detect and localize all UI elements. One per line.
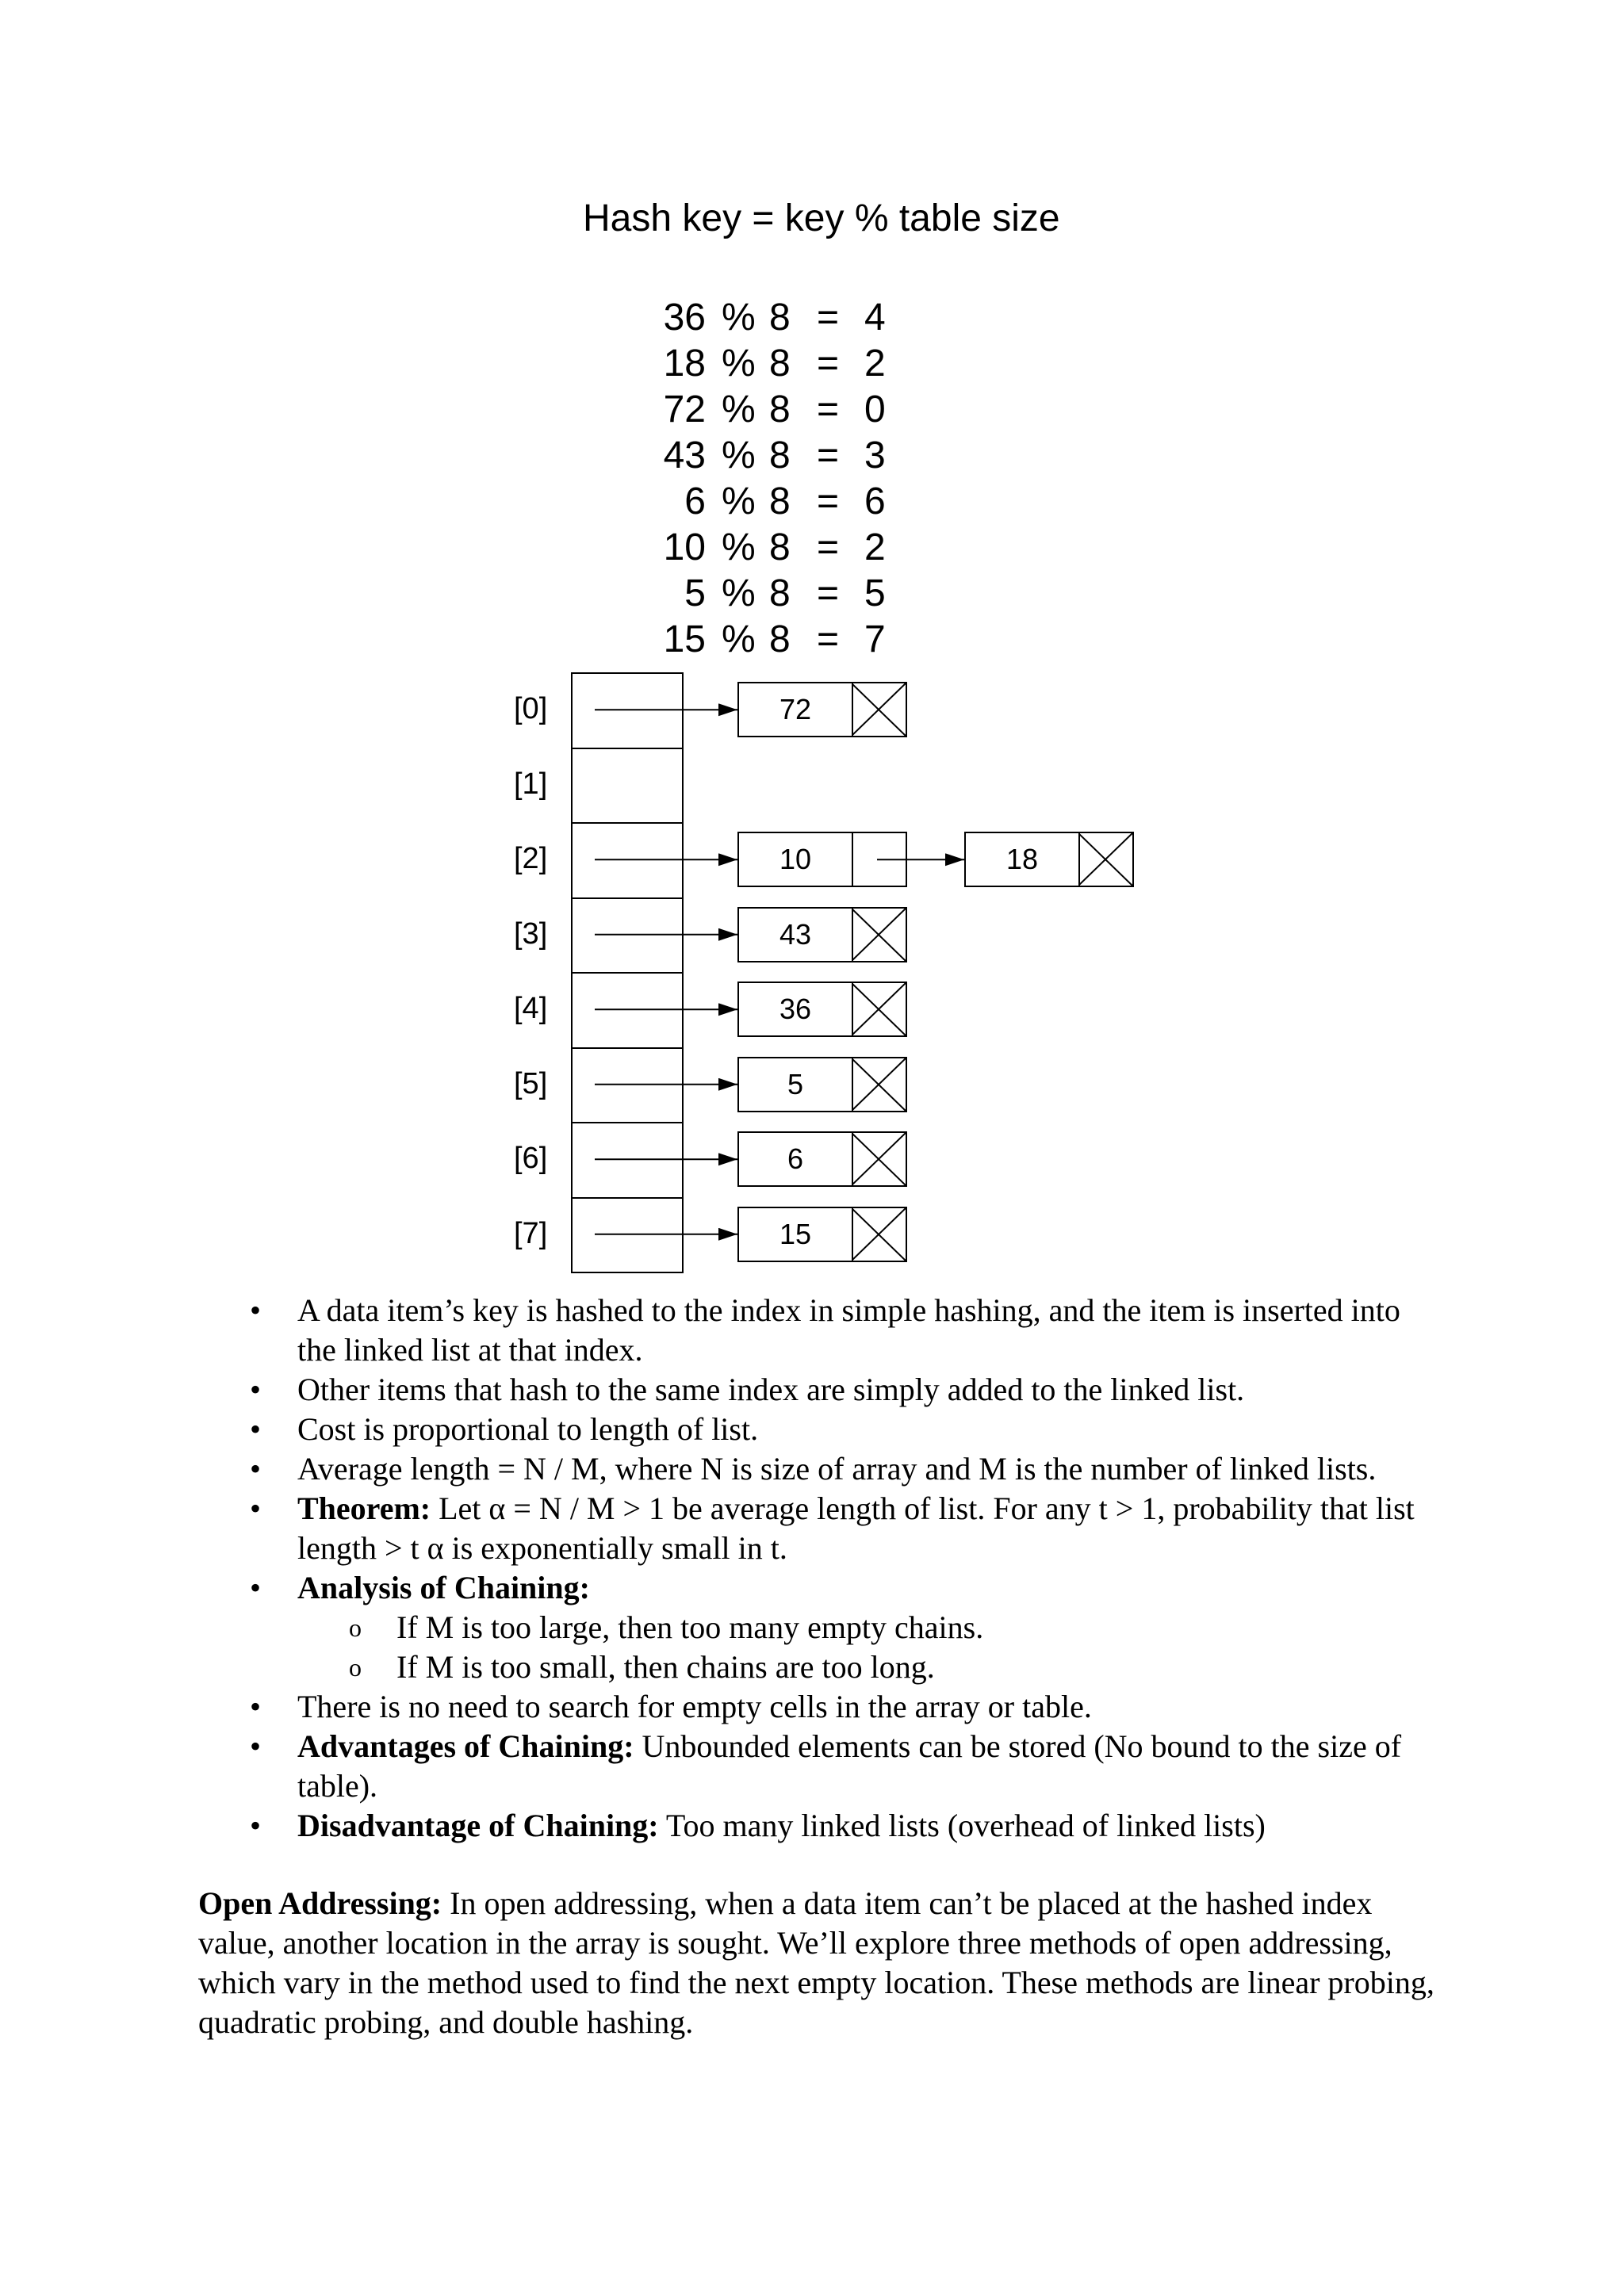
- open-addressing-text: In open addressing, when a data item can’t be placed at the hashed index value, another location in the array is sought. We’ll explore three methods of open addressing, which vary in the method used to find the next empty location. These methods are linear probing, quadratic probing, and double hashing.: [198, 1885, 1434, 2040]
- bullet-list: [198, 1291, 1435, 1846]
- calc-table-size: 8: [769, 480, 791, 522]
- calc-key: 6: [684, 480, 706, 522]
- bullet-bold-label: Advantages of Chaining:: [297, 1728, 634, 1764]
- calc-result: 7: [864, 618, 886, 660]
- node-value: 5: [739, 1058, 853, 1111]
- bullet-item: [198, 1489, 1435, 1568]
- calc-equals: =: [817, 526, 840, 568]
- slot-index-label: [2]: [514, 842, 548, 876]
- calc-equals: =: [817, 388, 840, 430]
- node-value: 10: [739, 833, 853, 886]
- bullet-text: Average length = N / M, where N is size of array and M is the number of linked lists.: [297, 1451, 1377, 1487]
- calc-equals: =: [817, 297, 840, 339]
- calc-equals: =: [817, 480, 840, 522]
- bullet-item: [198, 1291, 1435, 1370]
- calc-equals: =: [817, 618, 840, 660]
- bullet-bold-label: Disadvantage of Chaining:: [297, 1808, 659, 1843]
- sub-bullet-item: [297, 1647, 1435, 1687]
- calc-key: 10: [663, 526, 706, 568]
- calc-result: 2: [864, 526, 886, 568]
- calc-result: 2: [864, 342, 886, 385]
- bullet-text: There is no need to search for empty cells in the array or table.: [297, 1689, 1092, 1724]
- calc-equals: =: [817, 434, 840, 476]
- bullet-item: [198, 1370, 1435, 1410]
- node-value: 18: [966, 833, 1080, 886]
- calc-result: 3: [864, 434, 886, 476]
- bullet-text: Unbounded elements can be stored (No bound to the size of table).: [297, 1728, 1402, 1804]
- calc-table-size: 8: [769, 572, 791, 614]
- calc-operator: %: [722, 572, 756, 614]
- bullet-item: [198, 1410, 1435, 1449]
- calc-key: 15: [663, 618, 706, 660]
- figure-title: Hash key = key % table size: [583, 197, 1060, 239]
- node-value: 72: [739, 683, 853, 736]
- hash-chaining-figure: [476, 182, 1189, 1292]
- bullet-item: [198, 1449, 1435, 1489]
- bullet-text: Too many linked lists (overhead of linked lists): [658, 1808, 1266, 1843]
- calc-table-size: 8: [769, 342, 791, 385]
- calc-result: 6: [864, 480, 886, 522]
- pointer-arrows: [476, 182, 1189, 1292]
- sub-bullet-list: [297, 1608, 1435, 1687]
- sub-bullet-text: If M is too large, then too many empty chains.: [396, 1609, 984, 1645]
- chaining-notes: [198, 1291, 1435, 1846]
- calc-table-size: 8: [769, 434, 791, 476]
- calc-table-size: 8: [769, 388, 791, 430]
- sub-bullet-text: If M is too small, then chains are too long.: [396, 1649, 935, 1685]
- slot-index-label: [0]: [514, 692, 548, 726]
- calc-result: 5: [864, 572, 886, 614]
- calc-key: 43: [663, 434, 706, 476]
- node-value: 36: [739, 983, 853, 1035]
- open-addressing-heading: Open Addressing:: [198, 1885, 442, 1921]
- calc-operator: %: [722, 434, 756, 476]
- calc-operator: %: [722, 526, 756, 568]
- calc-operator: %: [722, 480, 756, 522]
- calc-table-size: 8: [769, 618, 791, 660]
- bullet-bold-label: Analysis of Chaining:: [297, 1570, 590, 1605]
- calc-result: 4: [864, 297, 886, 339]
- bullet-item: [198, 1806, 1435, 1846]
- slot-index-label: [3]: [514, 916, 548, 951]
- calc-table-size: 8: [769, 297, 791, 339]
- bullet-item: [198, 1727, 1435, 1806]
- bullet-text: Let α = N / M > 1 be average length of list. For any t > 1, probability that list length > t α is exponentially small in t.: [297, 1490, 1415, 1566]
- calc-table-size: 8: [769, 526, 791, 568]
- calc-key: 18: [663, 342, 706, 385]
- bullet-bold-label: Theorem:: [297, 1490, 431, 1526]
- open-addressing-paragraph: [198, 1884, 1435, 2042]
- calc-operator: %: [722, 388, 756, 430]
- calc-equals: =: [817, 342, 840, 385]
- bullet-text: A data item’s key is hashed to the index in simple hashing, and the item is inserted into the linked list at that index.: [297, 1292, 1400, 1368]
- sub-bullet-item: [297, 1608, 1435, 1647]
- calc-key: 36: [663, 297, 706, 339]
- slot-index-label: [1]: [514, 767, 548, 801]
- calc-operator: %: [722, 342, 756, 385]
- node-value: 6: [739, 1133, 853, 1185]
- calc-operator: %: [722, 618, 756, 660]
- calc-operator: %: [722, 297, 756, 339]
- calc-equals: =: [817, 572, 840, 614]
- calc-result: 0: [864, 388, 886, 430]
- node-value: 15: [739, 1208, 853, 1261]
- slot-index-label: [5]: [514, 1066, 548, 1100]
- bullet-text: Cost is proportional to length of list.: [297, 1411, 759, 1447]
- slot-index-label: [7]: [514, 1216, 548, 1250]
- bullet-item: [198, 1687, 1435, 1727]
- calc-key: 72: [663, 388, 706, 430]
- node-value: 43: [739, 909, 853, 961]
- slot-index-label: [6]: [514, 1142, 548, 1176]
- slot-index-label: [4]: [514, 992, 548, 1026]
- bullet-item: [198, 1568, 1435, 1687]
- bullet-text: Other items that hash to the same index are simply added to the linked list.: [297, 1372, 1245, 1407]
- calc-key: 5: [684, 572, 706, 614]
